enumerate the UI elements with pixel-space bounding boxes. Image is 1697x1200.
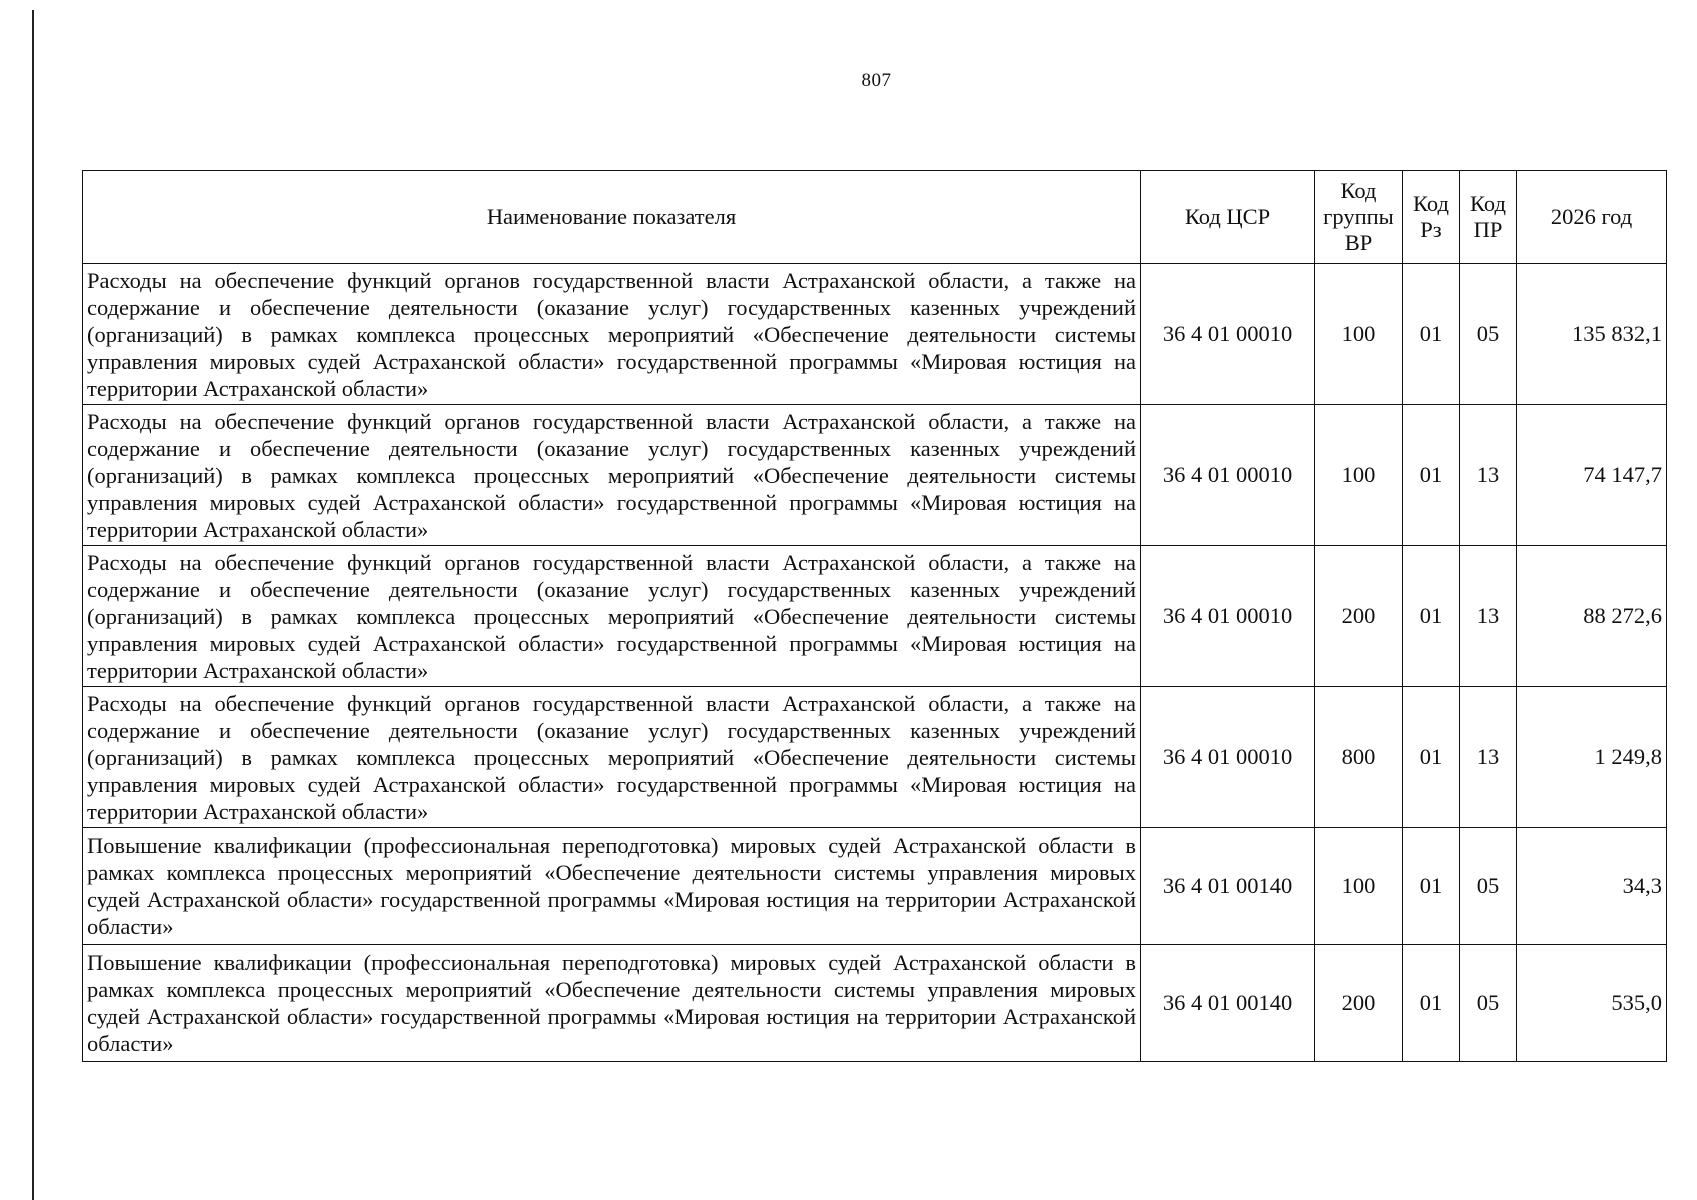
table-row [83,405,1667,546]
row-name: Повышение квалификации (профессиональная переподготовка) мировых судей Астраханской области в рамках комплекса процессных мероприятий «Обеспечение деятельности системы управления мировых судей Астраханской области» государственной программы «Мировая юстиция на территории Астраханской области» [83,828,1141,945]
row-csr: 36 4 01 00010 [1141,546,1315,687]
row-name: Расходы на обеспечение функций органов государственной власти Астраханской области, а также на содержание и обеспечение деятельности (оказание услуг) государственных казенных учреждений (организаций) в рамках комплекса процессных мероприятий «Обеспечение деятельности системы управления мировых судей Астраханской области» государственной программы «Мировая юстиция на территории Астраханской области» [83,687,1141,828]
row-pr: 05 [1460,945,1517,1062]
row-rz: 01 [1403,405,1460,546]
table-header-row [83,171,1667,264]
row-pr: 05 [1460,264,1517,405]
row-vr: 100 [1315,264,1403,405]
row-name: Расходы на обеспечение функций органов государственной власти Астраханской области, а также на содержание и обеспечение деятельности (оказание услуг) государственных казенных учреждений (организаций) в рамках комплекса процессных мероприятий «Обеспечение деятельности системы управления мировых судей Астраханской области» государственной программы «Мировая юстиция на территории Астраханской области» [83,546,1141,687]
header-vr: Код группы ВР [1315,171,1403,264]
row-rz: 01 [1403,828,1460,945]
row-amount: 88 272,6 [1517,546,1667,687]
table-row [83,687,1667,828]
row-vr: 200 [1315,546,1403,687]
row-csr: 36 4 01 00010 [1141,687,1315,828]
table-row [83,264,1667,405]
row-name: Повышение квалификации (профессиональная переподготовка) мировых судей Астраханской области в рамках комплекса процессных мероприятий «Обеспечение деятельности системы управления мировых судей Астраханской области» государственной программы «Мировая юстиция на территории Астраханской области» [83,945,1141,1062]
row-pr: 05 [1460,828,1517,945]
table-row [83,546,1667,687]
table-row [83,828,1667,945]
row-pr: 13 [1460,405,1517,546]
row-csr: 36 4 01 00010 [1141,405,1315,546]
header-rz: Код Рз [1403,171,1460,264]
row-csr: 36 4 01 00010 [1141,264,1315,405]
row-vr: 200 [1315,945,1403,1062]
row-amount: 1 249,8 [1517,687,1667,828]
header-pr: Код ПР [1460,171,1517,264]
budget-table [82,170,1667,1062]
page-number: 807 [861,70,892,91]
header-name: Наименование показателя [83,171,1141,264]
row-amount: 74 147,7 [1517,405,1667,546]
row-amount: 135 832,1 [1517,264,1667,405]
row-vr: 100 [1315,828,1403,945]
header-csr: Код ЦСР [1141,171,1315,264]
row-amount: 34,3 [1517,828,1667,945]
row-vr: 800 [1315,687,1403,828]
row-csr: 36 4 01 00140 [1141,828,1315,945]
row-rz: 01 [1403,546,1460,687]
row-pr: 13 [1460,687,1517,828]
row-rz: 01 [1403,687,1460,828]
row-rz: 01 [1403,264,1460,405]
table-row [83,945,1667,1062]
row-csr: 36 4 01 00140 [1141,945,1315,1062]
binding-margin-line [32,10,34,1200]
header-year: 2026 год [1517,171,1667,264]
row-pr: 13 [1460,546,1517,687]
row-name: Расходы на обеспечение функций органов государственной власти Астраханской области, а также на содержание и обеспечение деятельности (оказание услуг) государственных казенных учреждений (организаций) в рамках комплекса процессных мероприятий «Обеспечение деятельности системы управления мировых судей Астраханской области» государственной программы «Мировая юстиция на территории Астраханской области» [83,264,1141,405]
row-amount: 535,0 [1517,945,1667,1062]
row-rz: 01 [1403,945,1460,1062]
row-vr: 100 [1315,405,1403,546]
row-name: Расходы на обеспечение функций органов государственной власти Астраханской области, а также на содержание и обеспечение деятельности (оказание услуг) государственных казенных учреждений (организаций) в рамках комплекса процессных мероприятий «Обеспечение деятельности системы управления мировых судей Астраханской области» государственной программы «Мировая юстиция на территории Астраханской области» [83,405,1141,546]
